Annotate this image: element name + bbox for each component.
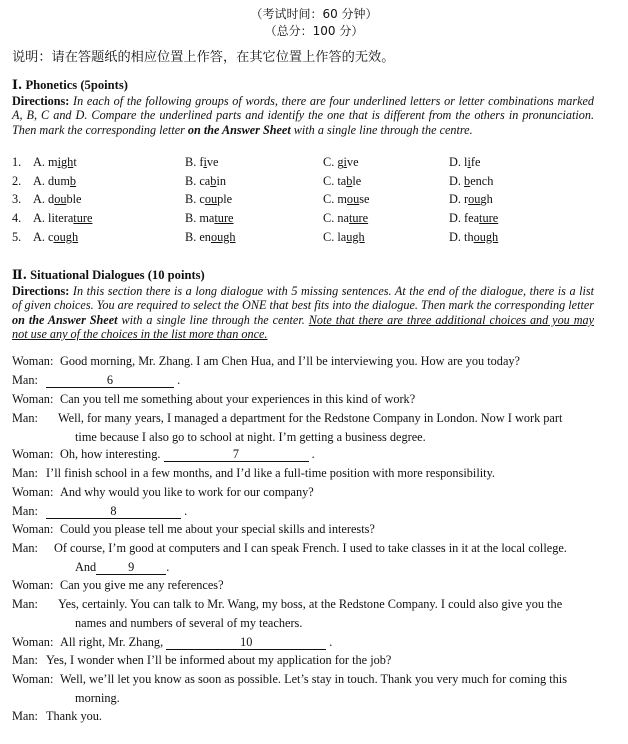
speaker: Man:: [12, 411, 38, 425]
option-d: D. life: [449, 155, 481, 169]
underlined-letters: ough: [210, 230, 236, 244]
option-b: B. enough: [185, 230, 236, 244]
option-b: B. mature: [185, 211, 234, 225]
section1-title: Ⅰ. Phonetics (5points): [12, 77, 128, 92]
section2-title: Ⅱ. Situational Dialogues (10 points): [12, 267, 205, 282]
dialogue-line: [12, 485, 314, 500]
dialogue-line: [12, 709, 102, 724]
speaker: Man:: [12, 541, 38, 555]
option-a: A. cough: [33, 230, 79, 244]
dialogue-continuation: time because I also go to school at night. I’m getting a business degree.: [75, 430, 426, 444]
dialogue-line: Woman: Oh, how interesting. 7 .: [12, 447, 315, 461]
line-text: Oh, how interesting.: [60, 447, 164, 461]
answer-blank: 8: [46, 505, 181, 519]
speaker: Woman:: [12, 392, 54, 406]
underlined-letters: ture: [348, 211, 369, 225]
option-d: D. feature: [449, 211, 499, 225]
line-text: Can you tell me something about your experiences in this kind of work?: [60, 392, 416, 406]
underlined-letters: igh: [57, 155, 74, 169]
line-text: Can you give me any references?: [60, 578, 224, 592]
total-score: （总分：100 分）: [264, 24, 364, 38]
question-number: 2.: [12, 174, 22, 188]
dialogue-line: [12, 597, 562, 612]
dialogue-line: [12, 672, 567, 687]
underlined-letters: ou: [346, 192, 360, 206]
dialogue-line: [12, 392, 415, 407]
option-a: A. dumb: [33, 174, 77, 188]
speaker: Man:: [12, 653, 38, 667]
option-c: C. nature: [323, 211, 369, 225]
dialogue-line: [12, 466, 495, 481]
line-text: All right, Mr. Zhang,: [60, 635, 167, 649]
dialogue-line: Man: 8 .: [12, 504, 188, 518]
speaker: Man:: [12, 504, 38, 518]
dialogue-continuation: morning.: [75, 691, 120, 705]
line-text: And why would you like to work for our company?: [60, 485, 314, 499]
underlined-letters: ou: [468, 192, 481, 206]
dialogue-line: Woman: All right, Mr. Zhang, 10 .: [12, 635, 333, 649]
line-text: Well, for many years, I managed a department for the Redstone Company in London. Now I work part: [58, 411, 563, 425]
speaker: Woman:: [12, 485, 54, 499]
dialogue-line: [12, 354, 520, 369]
question-number: 5.: [12, 230, 22, 244]
section1-directions: Directions: In each of the following groups of words, there are four underlined letters or letter combinations marked A, B, C and D. Compare the underlined parts and identify the one that is different from the others in pronunciation. Then mark the corresponding letter on the Answer Sheet with a single line through the centre.: [12, 94, 595, 137]
option-b: B. couple: [185, 192, 233, 206]
answer-blank: 10: [166, 636, 326, 650]
speaker: Woman:: [12, 522, 54, 536]
underlined-letters: b: [69, 174, 77, 188]
speaker: Woman:: [12, 354, 54, 368]
underlined-letters: ough: [473, 230, 499, 244]
section2-directions: Directions: In this section there is a long dialogue with 5 missing sentences. At the end of the dialogue, there is a list of given choices. You are required to select the ONE that best fits into the dialogue. Then mark the corresponding letter on the Answer Sheet with a single line through the center. Note that there are three additional choices and you may not use any of the choices in the list more than once.: [12, 284, 595, 342]
speaker: Woman:: [12, 578, 54, 592]
question-number: 3.: [12, 192, 22, 206]
question-number: 4.: [12, 211, 22, 225]
line-text: Thank you.: [46, 709, 103, 723]
line-text: Yes, certainly. You can talk to Mr. Wang, my boss, at the Redstone Company. I could also give you the: [58, 597, 563, 611]
dialogue-line: Man: 6 .: [12, 373, 181, 387]
line-text: Of course, I’m good at computers and I can speak French. I used to take classes in it at the local college.: [54, 541, 567, 555]
underlined-letters: ou: [204, 192, 218, 206]
speaker: Man:: [12, 597, 38, 611]
answer-note: 说明：请在答题纸的相应位置上作答，在其它位置上作答的无效。: [12, 50, 395, 65]
underlined-letters: b: [464, 174, 471, 188]
option-d: D. rough: [449, 192, 493, 206]
option-a: A. might: [33, 155, 77, 169]
answer-blank: 9: [96, 561, 166, 575]
speaker: Woman:: [12, 635, 54, 649]
option-c: C. mouse: [323, 192, 370, 206]
option-c: C. table: [323, 174, 362, 188]
underlined-letters: b: [346, 174, 353, 188]
underlined-letters: i: [343, 155, 347, 169]
question-number: 1.: [12, 155, 22, 169]
speaker: Man:: [12, 709, 38, 723]
speaker: Woman:: [12, 672, 54, 686]
underlined-letters: b: [210, 174, 217, 188]
line-text: Well, we’ll let you know as soon as possible. Let’s stay in touch. Thank you very much for coming this: [60, 672, 567, 686]
answer-blank: 7: [164, 448, 309, 462]
underlined-letters: i: [203, 155, 207, 169]
option-d: D. though: [449, 230, 499, 244]
option-c: C. laugh: [323, 230, 365, 244]
line-text: Good morning, Mr. Zhang. I am Chen Hua, and I’ll be interviewing you. How are you today?: [60, 354, 521, 368]
underlined-letters: ough: [53, 230, 79, 244]
option-d: D. bench: [449, 174, 494, 188]
dialogue-line: [12, 522, 375, 537]
line-text: Yes, I wonder when I’ll be informed about my application for the job?: [46, 653, 392, 667]
answer-blank: 6: [46, 374, 174, 388]
speaker: Man:: [12, 373, 38, 387]
dialogue-line: [12, 653, 391, 668]
line-text: Could you please tell me about your special skills and interests?: [60, 522, 375, 536]
option-b: B. five: [185, 155, 219, 169]
underlined-letters: ture: [214, 211, 234, 225]
exam-time: （考试时间：60 分钟）: [250, 7, 378, 21]
underlined-letters: ture: [73, 211, 93, 225]
dialogue-continuation: names and numbers of several of my teachers.: [75, 616, 303, 630]
dialogue-line: [12, 578, 224, 593]
dialogue-line: [12, 411, 562, 426]
dialogue-continuation: And 9 .: [75, 560, 170, 574]
underlined-letters: ugh: [346, 230, 365, 244]
option-a: A. literature: [33, 211, 93, 225]
underlined-letters: ou: [54, 192, 67, 206]
option-a: A. double: [33, 192, 82, 206]
underlined-letters: ture: [479, 211, 499, 225]
option-c: C. give: [323, 155, 359, 169]
speaker: Woman:: [12, 447, 54, 461]
dialogue-line: [12, 541, 567, 556]
speaker: Man:: [12, 466, 38, 480]
line-text: I’ll finish school in a few months, and I’d like a full-time position with more responsibility.: [46, 466, 495, 480]
underlined-letters: i: [467, 155, 471, 169]
option-b: B. cabin: [185, 174, 227, 188]
